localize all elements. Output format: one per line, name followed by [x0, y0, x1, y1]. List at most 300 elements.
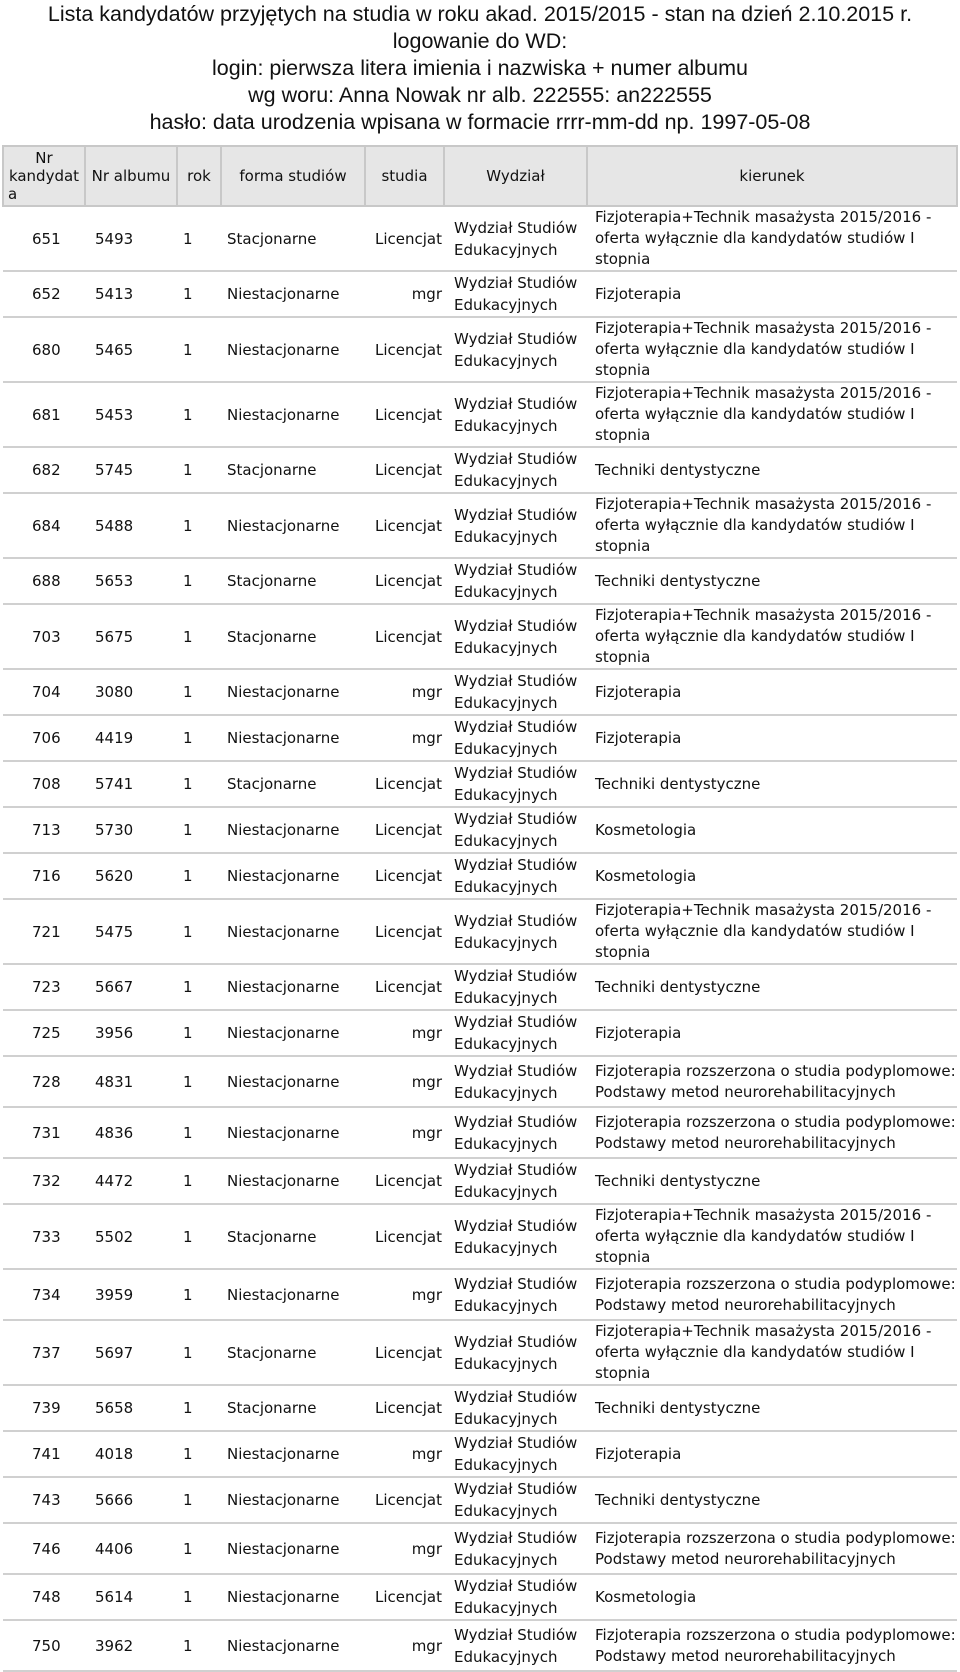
cell-kierunek-line: Fizjoterapia rozszerzona o studia podyplomowe:: [595, 1061, 956, 1080]
cell-wydzial-line: Wydział Studiów: [454, 394, 578, 413]
cell-nr-kandydata: 721: [3, 899, 85, 964]
cell-studia: Licencjat: [365, 807, 444, 853]
cell-wydzial-line: Wydział Studiów: [454, 1480, 578, 1498]
cell-nr-albumu: 5745: [85, 447, 177, 493]
table-header-row: [3, 146, 957, 206]
cell-rok: 1: [177, 1010, 221, 1056]
cell-nr-albumu: 5502: [85, 1204, 177, 1269]
cell-wydzial-line: Wydział Studiów: [454, 218, 578, 237]
cell-kierunek-line: Fizjoterapia: [595, 682, 682, 701]
cell-nr-albumu: 4018: [85, 1431, 177, 1477]
cell-nr-albumu: 5730: [85, 807, 177, 853]
table-row: [3, 807, 957, 853]
cell-rok: 1: [177, 1523, 221, 1574]
header-login-example: wg woru: Anna Nowak nr alb. 222555: an222555: [248, 83, 712, 107]
table-row: [3, 447, 957, 493]
cell-kierunek-line: stopnia: [595, 1248, 651, 1266]
cell-forma-studiow: Stacjonarne: [221, 604, 365, 669]
cell-nr-kandydata: 688: [3, 558, 85, 604]
cell-kierunek-line: stopnia: [595, 250, 651, 268]
cell-kierunek-line: Fizjoterapia+Technik masażysta 2015/2016 -: [595, 384, 932, 402]
cell-studia: mgr: [365, 1010, 444, 1056]
cell-forma-studiow: Niestacjonarne: [221, 1620, 365, 1671]
cell-kierunek-line: stopnia: [595, 1364, 651, 1382]
cell-wydzial: [444, 206, 587, 271]
cell-wydzial: [444, 1158, 587, 1204]
cell-wydzial-line: Edukacyjnych: [454, 527, 558, 546]
cell-nr-albumu: 5667: [85, 964, 177, 1010]
cell-studia: Licencjat: [365, 1385, 444, 1431]
cell-rok: 1: [177, 807, 221, 853]
cell-rok: 1: [177, 558, 221, 604]
cell-kierunek: [587, 206, 957, 271]
cell-kierunek-line: oferta wyłącznie dla kandydatów studiów I: [595, 340, 915, 358]
cell-rok: 1: [177, 1056, 221, 1107]
cell-nr-kandydata: 750: [3, 1620, 85, 1671]
cell-kierunek: [587, 1620, 957, 1671]
table-row: [3, 1158, 957, 1204]
cell-wydzial-line: Wydział Studiów: [454, 1274, 578, 1293]
cell-rok: 1: [177, 493, 221, 558]
cell-nr-albumu: 4836: [85, 1107, 177, 1158]
cell-wydzial-line: Edukacyjnych: [454, 416, 558, 435]
cell-kierunek-line: Fizjoterapia: [595, 284, 682, 303]
table-row: [3, 853, 957, 899]
cell-rok: 1: [177, 1158, 221, 1204]
table-row: [3, 1320, 957, 1385]
cell-wydzial: [444, 271, 587, 317]
cell-wydzial-line: Wydział Studiów: [454, 1112, 578, 1131]
cell-kierunek: [587, 271, 957, 317]
cell-forma-studiow: Niestacjonarne: [221, 271, 365, 317]
cell-forma-studiow: Niestacjonarne: [221, 1431, 365, 1477]
cell-rok: 1: [177, 669, 221, 715]
cell-nr-kandydata: 706: [3, 715, 85, 761]
cell-forma-studiow: Niestacjonarne: [221, 317, 365, 382]
cell-kierunek-line: Fizjoterapia+Technik masażysta 2015/2016 -: [595, 208, 932, 226]
cell-kierunek: [587, 493, 957, 558]
cell-wydzial: [444, 604, 587, 669]
cell-forma-studiow: Niestacjonarne: [221, 669, 365, 715]
column-header-studia: studia: [365, 146, 444, 206]
cell-studia: Licencjat: [365, 1477, 444, 1523]
cell-forma-studiow: Stacjonarne: [221, 447, 365, 493]
cell-studia: mgr: [365, 1269, 444, 1320]
cell-forma-studiow: Niestacjonarne: [221, 715, 365, 761]
cell-wydzial-line: Edukacyjnych: [454, 1083, 558, 1102]
cell-wydzial-line: Wydział Studiów: [454, 810, 578, 828]
cell-nr-albumu: 5453: [85, 382, 177, 447]
cell-wydzial-line: Wydział Studiów: [454, 718, 578, 736]
cell-nr-albumu: 5741: [85, 761, 177, 807]
cell-nr-kandydata: 708: [3, 761, 85, 807]
cell-forma-studiow: Niestacjonarne: [221, 899, 365, 964]
cell-wydzial: [444, 1107, 587, 1158]
cell-nr-albumu: 4831: [85, 1056, 177, 1107]
cell-kierunek: [587, 1523, 957, 1574]
column-header-nr-line: a: [8, 185, 18, 203]
cell-kierunek-line: Fizjoterapia rozszerzona o studia podyplomowe:: [595, 1112, 956, 1131]
table-row: [3, 1269, 957, 1320]
cell-wydzial: [444, 1320, 587, 1385]
cell-kierunek-line: oferta wyłącznie dla kandydatów studiów I: [595, 405, 915, 423]
cell-kierunek-line: Fizjoterapia+Technik masażysta 2015/2016 -: [595, 1206, 932, 1224]
cell-rok: 1: [177, 1477, 221, 1523]
cell-kierunek-line: Fizjoterapia rozszerzona o studia podyplomowe:: [595, 1274, 956, 1293]
cell-nr-kandydata: 734: [3, 1269, 85, 1320]
cell-nr-albumu: 5465: [85, 317, 177, 382]
table-row: [3, 1385, 957, 1431]
table-row: [3, 964, 957, 1010]
cell-studia: Licencjat: [365, 761, 444, 807]
table-row: [3, 1620, 957, 1671]
cell-nr-albumu: 5697: [85, 1320, 177, 1385]
cell-nr-albumu: 3959: [85, 1269, 177, 1320]
cell-kierunek: [587, 1385, 957, 1431]
cell-kierunek: [587, 715, 957, 761]
cell-kierunek: [587, 447, 957, 493]
cell-kierunek: [587, 1204, 957, 1269]
cell-nr-albumu: 5653: [85, 558, 177, 604]
cell-wydzial-line: Edukacyjnych: [454, 1183, 558, 1201]
cell-wydzial-line: Edukacyjnych: [454, 638, 558, 657]
cell-nr-albumu: 5488: [85, 493, 177, 558]
cell-kierunek-line: oferta wyłącznie dla kandydatów studiów I: [595, 922, 915, 940]
cell-kierunek: [587, 1269, 957, 1320]
cell-wydzial-line: Wydział Studiów: [454, 1216, 578, 1235]
cell-wydzial-line: Edukacyjnych: [454, 1354, 558, 1373]
cell-forma-studiow: Stacjonarne: [221, 1320, 365, 1385]
table-row: [3, 1204, 957, 1269]
cell-kierunek: [587, 1107, 957, 1158]
cell-wydzial-line: Wydział Studiów: [454, 1161, 578, 1179]
cell-nr-albumu: 3080: [85, 669, 177, 715]
cell-rok: 1: [177, 1269, 221, 1320]
cell-forma-studiow: Stacjonarne: [221, 1385, 365, 1431]
cell-rok: 1: [177, 715, 221, 761]
cell-wydzial-line: Wydział Studiów: [454, 672, 578, 690]
cell-wydzial-line: Edukacyjnych: [454, 472, 558, 490]
header-login-rule: login: pierwsza litera imienia i nazwiska + numer albumu: [212, 56, 748, 80]
cell-kierunek-line: Fizjoterapia+Technik masażysta 2015/2016 -: [595, 606, 932, 624]
cell-wydzial: [444, 853, 587, 899]
cell-kierunek: [587, 1431, 957, 1477]
cell-wydzial: [444, 1620, 587, 1671]
cell-forma-studiow: Niestacjonarne: [221, 493, 365, 558]
cell-studia: Licencjat: [365, 317, 444, 382]
cell-nr-kandydata: 741: [3, 1431, 85, 1477]
column-header-kierunek: kierunek: [587, 146, 957, 206]
cell-wydzial-line: Edukacyjnych: [454, 1456, 558, 1474]
table-body: [3, 206, 957, 1671]
cell-forma-studiow: Niestacjonarne: [221, 1523, 365, 1574]
cell-rok: 1: [177, 761, 221, 807]
column-header-forma-studiow: forma studiów: [221, 146, 365, 206]
cell-studia: Licencjat: [365, 447, 444, 493]
cell-nr-albumu: 5493: [85, 206, 177, 271]
cell-studia: mgr: [365, 1107, 444, 1158]
cell-kierunek: [587, 669, 957, 715]
cell-wydzial-line: Edukacyjnych: [454, 1599, 558, 1617]
header-login-heading: logowanie do WD:: [392, 29, 568, 53]
cell-wydzial: [444, 1385, 587, 1431]
table-row: [3, 206, 957, 271]
cell-nr-albumu: 5658: [85, 1385, 177, 1431]
cell-rok: 1: [177, 447, 221, 493]
cell-nr-kandydata: 716: [3, 853, 85, 899]
cell-kierunek: [587, 853, 957, 899]
cell-wydzial-line: Edukacyjnych: [454, 1035, 558, 1053]
cell-studia: Licencjat: [365, 558, 444, 604]
cell-rok: 1: [177, 206, 221, 271]
cell-rok: 1: [177, 1574, 221, 1620]
cell-studia: Licencjat: [365, 493, 444, 558]
cell-nr-kandydata: 703: [3, 604, 85, 669]
cell-kierunek-line: oferta wyłącznie dla kandydatów studiów I: [595, 627, 915, 645]
table-row: [3, 1523, 957, 1574]
cell-wydzial-line: Wydział Studiów: [454, 1625, 578, 1644]
cell-studia: Licencjat: [365, 1574, 444, 1620]
cell-kierunek-line: Fizjoterapia+Technik masażysta 2015/2016 -: [595, 495, 932, 513]
cell-kierunek-line: oferta wyłącznie dla kandydatów studiów I: [595, 229, 915, 247]
cell-kierunek-line: Kosmetologia: [595, 1587, 697, 1606]
cell-wydzial: [444, 558, 587, 604]
cell-nr-kandydata: 725: [3, 1010, 85, 1056]
cell-wydzial-line: Edukacyjnych: [454, 296, 558, 314]
cell-wydzial-line: Edukacyjnych: [454, 1238, 558, 1257]
cell-kierunek-line: Podstawy metod neurorehabilitacyjnych: [595, 1133, 896, 1152]
cell-nr-albumu: 5413: [85, 271, 177, 317]
cell-nr-kandydata: 737: [3, 1320, 85, 1385]
cell-kierunek-line: Techniki dentystyczne: [595, 460, 761, 479]
cell-kierunek-line: Techniki dentystyczne: [595, 977, 761, 996]
cell-wydzial-line: Wydział Studiów: [454, 274, 578, 292]
document-header: [0, 0, 960, 136]
cell-studia: mgr: [365, 1056, 444, 1107]
cell-nr-kandydata: 704: [3, 669, 85, 715]
cell-nr-kandydata: 652: [3, 271, 85, 317]
cell-kierunek: [587, 964, 957, 1010]
cell-wydzial: [444, 1574, 587, 1620]
cell-studia: Licencjat: [365, 1158, 444, 1204]
table-row: [3, 382, 957, 447]
cell-forma-studiow: Niestacjonarne: [221, 807, 365, 853]
cell-wydzial-line: Wydział Studiów: [454, 616, 578, 635]
cell-kierunek: [587, 1010, 957, 1056]
cell-forma-studiow: Stacjonarne: [221, 558, 365, 604]
cell-rok: 1: [177, 271, 221, 317]
table-row: [3, 1056, 957, 1107]
cell-studia: Licencjat: [365, 206, 444, 271]
column-header-nr-line: Nr: [35, 149, 53, 167]
cell-nr-albumu: 4472: [85, 1158, 177, 1204]
cell-nr-kandydata: 733: [3, 1204, 85, 1269]
cell-nr-kandydata: 732: [3, 1158, 85, 1204]
cell-rok: 1: [177, 899, 221, 964]
cell-nr-kandydata: 731: [3, 1107, 85, 1158]
cell-kierunek-line: Fizjoterapia rozszerzona o studia podyplomowe:: [595, 1625, 956, 1644]
cell-wydzial: [444, 1204, 587, 1269]
cell-rok: 1: [177, 853, 221, 899]
cell-nr-albumu: 5475: [85, 899, 177, 964]
cell-forma-studiow: Niestacjonarne: [221, 1158, 365, 1204]
cell-nr-albumu: 4419: [85, 715, 177, 761]
cell-forma-studiow: Stacjonarne: [221, 1204, 365, 1269]
cell-wydzial-line: Wydział Studiów: [454, 764, 578, 782]
cell-rok: 1: [177, 1620, 221, 1671]
cell-studia: mgr: [365, 271, 444, 317]
cell-studia: Licencjat: [365, 604, 444, 669]
cell-kierunek: [587, 1320, 957, 1385]
cell-kierunek: [587, 1158, 957, 1204]
cell-kierunek-line: Fizjoterapia rozszerzona o studia podyplomowe:: [595, 1528, 956, 1547]
cell-kierunek-line: oferta wyłącznie dla kandydatów studiów I: [595, 1227, 915, 1245]
cell-nr-albumu: 5620: [85, 853, 177, 899]
cell-wydzial-line: Wydział Studiów: [454, 1434, 578, 1452]
cell-rok: 1: [177, 382, 221, 447]
cell-wydzial-line: Edukacyjnych: [454, 694, 558, 712]
cell-wydzial: [444, 317, 587, 382]
cell-wydzial: [444, 382, 587, 447]
cell-wydzial: [444, 1523, 587, 1574]
cell-nr-kandydata: 728: [3, 1056, 85, 1107]
cell-forma-studiow: Niestacjonarne: [221, 853, 365, 899]
cell-rok: 1: [177, 964, 221, 1010]
cell-studia: Licencjat: [365, 1320, 444, 1385]
cell-nr-kandydata: 684: [3, 493, 85, 558]
cell-forma-studiow: Niestacjonarne: [221, 1056, 365, 1107]
cell-wydzial-line: Edukacyjnych: [454, 1296, 558, 1315]
cell-wydzial-line: Edukacyjnych: [454, 786, 558, 804]
cell-wydzial-line: Wydział Studiów: [454, 1388, 578, 1406]
cell-studia: Licencjat: [365, 1204, 444, 1269]
cell-kierunek: [587, 761, 957, 807]
cell-wydzial: [444, 761, 587, 807]
table-row: [3, 317, 957, 382]
cell-kierunek-line: Podstawy metod neurorehabilitacyjnych: [595, 1549, 896, 1568]
cell-wydzial: [444, 493, 587, 558]
cell-wydzial-line: Wydział Studiów: [454, 450, 578, 468]
cell-nr-kandydata: 651: [3, 206, 85, 271]
cell-wydzial-line: Wydział Studiów: [454, 856, 578, 874]
cell-wydzial: [444, 1431, 587, 1477]
cell-studia: mgr: [365, 715, 444, 761]
cell-wydzial-line: Edukacyjnych: [454, 1550, 558, 1569]
cell-kierunek: [587, 558, 957, 604]
cell-wydzial-line: Wydział Studiów: [454, 561, 578, 579]
cell-wydzial: [444, 1477, 587, 1523]
cell-rok: 1: [177, 1320, 221, 1385]
cell-studia: mgr: [365, 1620, 444, 1671]
cell-wydzial-line: Wydział Studiów: [454, 1013, 578, 1031]
column-header-nr-albumu: Nr albumu: [85, 146, 177, 206]
cell-kierunek-line: Techniki dentystyczne: [595, 1171, 761, 1190]
cell-wydzial: [444, 1056, 587, 1107]
cell-wydzial-line: Wydział Studiów: [454, 967, 578, 985]
cell-kierunek: [587, 899, 957, 964]
cell-nr-albumu: 5675: [85, 604, 177, 669]
table-row: [3, 558, 957, 604]
cell-kierunek-line: oferta wyłącznie dla kandydatów studiów I: [595, 516, 915, 534]
cell-wydzial: [444, 1010, 587, 1056]
cell-rok: 1: [177, 1204, 221, 1269]
column-header-wydzial: Wydział: [444, 146, 587, 206]
cell-wydzial-line: Wydział Studiów: [454, 329, 578, 348]
cell-forma-studiow: Stacjonarne: [221, 761, 365, 807]
header-password-rule: hasło: data urodzenia wpisana w formacie rrrr-mm-dd np. 1997-05-08: [149, 110, 811, 134]
cell-wydzial: [444, 715, 587, 761]
cell-forma-studiow: Niestacjonarne: [221, 382, 365, 447]
cell-forma-studiow: Niestacjonarne: [221, 964, 365, 1010]
cell-wydzial-line: Edukacyjnych: [454, 832, 558, 850]
table-row: [3, 1477, 957, 1523]
cell-kierunek: [587, 317, 957, 382]
cell-nr-albumu: 5666: [85, 1477, 177, 1523]
cell-wydzial-line: Edukacyjnych: [454, 1134, 558, 1153]
column-header-nr-kandydata: [3, 146, 85, 206]
cell-wydzial: [444, 964, 587, 1010]
table-row: [3, 669, 957, 715]
cell-forma-studiow: Stacjonarne: [221, 206, 365, 271]
cell-kierunek-line: oferta wyłącznie dla kandydatów studiów I: [595, 1343, 915, 1361]
cell-kierunek-line: Fizjoterapia: [595, 1444, 682, 1463]
cell-studia: Licencjat: [365, 382, 444, 447]
cell-kierunek-line: stopnia: [595, 943, 651, 961]
cell-kierunek-line: Kosmetologia: [595, 820, 697, 839]
cell-studia: Licencjat: [365, 964, 444, 1010]
cell-kierunek-line: Fizjoterapia: [595, 728, 682, 747]
cell-nr-kandydata: 748: [3, 1574, 85, 1620]
cell-studia: Licencjat: [365, 899, 444, 964]
cell-kierunek: [587, 1056, 957, 1107]
cell-forma-studiow: Niestacjonarne: [221, 1010, 365, 1056]
cell-kierunek: [587, 1574, 957, 1620]
table-row: [3, 493, 957, 558]
cell-kierunek-line: stopnia: [595, 426, 651, 444]
cell-kierunek-line: Fizjoterapia: [595, 1023, 682, 1042]
cell-wydzial-line: Edukacyjnych: [454, 1502, 558, 1520]
cell-wydzial-line: Wydział Studiów: [454, 1061, 578, 1080]
cell-wydzial-line: Wydział Studiów: [454, 1577, 578, 1595]
cell-rok: 1: [177, 1107, 221, 1158]
header-title: Lista kandydatów przyjętych na studia w roku akad. 2015/2015 - stan na dzień 2.10.2015 r.: [47, 2, 913, 26]
cell-rok: 1: [177, 1431, 221, 1477]
table-row: [3, 1431, 957, 1477]
cell-kierunek-line: Fizjoterapia+Technik masażysta 2015/2016 -: [595, 901, 932, 919]
table-row: [3, 715, 957, 761]
cell-kierunek-line: Podstawy metod neurorehabilitacyjnych: [595, 1646, 896, 1665]
cell-kierunek-line: Fizjoterapia+Technik masażysta 2015/2016 -: [595, 1322, 932, 1340]
cell-wydzial: [444, 807, 587, 853]
cell-kierunek-line: Techniki dentystyczne: [595, 774, 761, 793]
cell-nr-kandydata: 713: [3, 807, 85, 853]
cell-kierunek: [587, 604, 957, 669]
cell-kierunek-line: stopnia: [595, 648, 651, 666]
cell-wydzial-line: Wydział Studiów: [454, 1332, 578, 1351]
cell-nr-kandydata: 743: [3, 1477, 85, 1523]
cell-wydzial-line: Edukacyjnych: [454, 240, 558, 259]
cell-kierunek-line: Techniki dentystyczne: [595, 1398, 761, 1417]
cell-wydzial: [444, 669, 587, 715]
cell-wydzial-line: Edukacyjnych: [454, 740, 558, 758]
cell-studia: mgr: [365, 669, 444, 715]
cell-wydzial-line: Edukacyjnych: [454, 878, 558, 896]
cell-wydzial-line: Edukacyjnych: [454, 989, 558, 1007]
cell-forma-studiow: Niestacjonarne: [221, 1107, 365, 1158]
table-row: [3, 761, 957, 807]
cell-kierunek-line: Fizjoterapia+Technik masażysta 2015/2016 -: [595, 319, 932, 337]
cell-rok: 1: [177, 604, 221, 669]
